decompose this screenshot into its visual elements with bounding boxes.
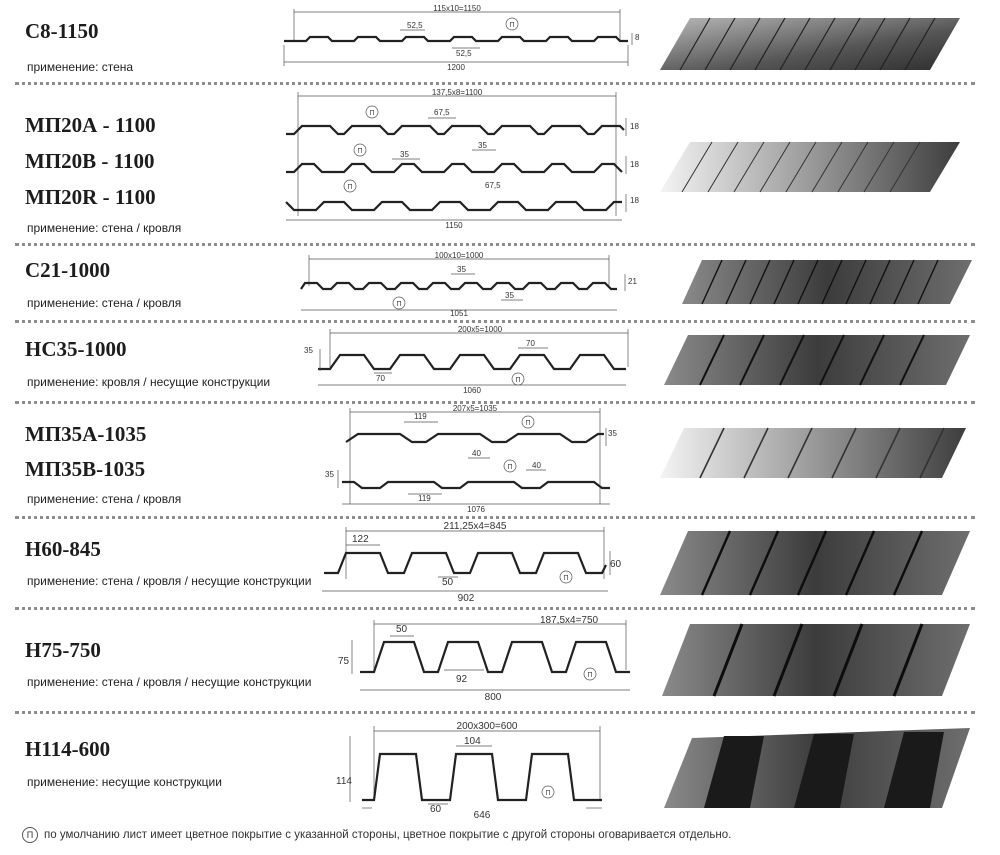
- dim-top: 187,5х4=750: [540, 615, 599, 626]
- dim-height: 35: [608, 429, 617, 438]
- dim-d1: 52,5: [407, 21, 423, 30]
- sheet-illustration: [660, 428, 966, 478]
- profile-code: Н75-750: [25, 638, 101, 662]
- row-divider: [15, 82, 975, 85]
- profile-row-h114: [0, 714, 1000, 822]
- profile-drawing: [330, 610, 650, 708]
- sheet-illustration: [660, 18, 960, 70]
- coating-mark-label: П: [509, 22, 515, 29]
- profile-usage: применение: несущие конструкции: [27, 775, 222, 789]
- profile-code: С21-1000: [25, 258, 111, 282]
- dim-height: 35: [325, 470, 334, 479]
- dim-top: 100х10=1000: [434, 251, 484, 260]
- dim-d1: 104: [464, 736, 481, 747]
- dim-height: 60: [610, 559, 622, 570]
- dim-d1: 67,5: [434, 108, 450, 117]
- dim-top: 200х5=1000: [457, 325, 503, 334]
- dim-d4: 67,5: [485, 181, 501, 190]
- profile-drawing: [295, 246, 655, 318]
- profile-row-h75: [0, 610, 1000, 708]
- profile-code: МП20В - 1100: [25, 149, 155, 173]
- dim-top: 115х10=1150: [433, 4, 481, 13]
- profile-usage: применение: стена / кровля: [27, 296, 182, 310]
- sheet-illustration: [660, 142, 960, 192]
- profile-usage: применение: кровля / несущие конструкции: [27, 375, 271, 389]
- profile-code: С8-1150: [25, 19, 99, 43]
- dim-d2: 60: [430, 804, 442, 815]
- profile-drawing: [320, 404, 650, 514]
- dim-width: 800: [484, 692, 502, 703]
- dim-d2: 52,5: [456, 49, 472, 58]
- dim-d2: 35: [400, 150, 409, 159]
- profile-drawing: [310, 519, 650, 605]
- profile-code: Н60-845: [25, 537, 101, 561]
- dim-width: 646: [473, 810, 491, 821]
- dim-height: 18: [630, 122, 639, 131]
- svg-text:П: П: [545, 790, 551, 797]
- sheet-illustration: [662, 624, 970, 696]
- dim-d2: 70: [376, 374, 385, 383]
- dim-d2: 50: [442, 577, 454, 588]
- profile-code: МП20А - 1100: [25, 113, 156, 137]
- coating-side-mark-icon: П: [22, 827, 38, 843]
- dim-d1: 35: [457, 265, 466, 274]
- profile-drawing: [280, 86, 650, 236]
- footnote: [22, 827, 731, 843]
- dim-height: 18: [630, 160, 639, 169]
- dim-d2: 92: [456, 674, 468, 685]
- footnote-text: по умолчанию лист имеет цветное покрытие с указанной стороны, цветное покрытие с другой стороны оговаривается отдельно.: [44, 829, 732, 842]
- profile-code: НС35-1000: [25, 337, 127, 361]
- dim-width: 1051: [450, 309, 468, 318]
- dim-height: 114: [336, 776, 352, 787]
- profile-usage: применение: стена / кровля: [27, 221, 182, 235]
- profile-usage: применение: стена / кровля: [27, 492, 182, 506]
- svg-text:П: П: [587, 672, 593, 679]
- profile-row-c8: [0, 0, 1000, 80]
- profile-code: МП35В-1035: [25, 457, 146, 481]
- dim-height: 21: [628, 277, 637, 286]
- profile-drawing: [330, 714, 630, 822]
- dim-d3: 35: [478, 141, 487, 150]
- dim-width: 1060: [463, 386, 481, 395]
- svg-text:П: П: [525, 420, 531, 427]
- profile-code: МП35А-1035: [25, 422, 147, 446]
- dim-top: 211,25х4=845: [443, 521, 507, 532]
- svg-text:П: П: [507, 464, 513, 471]
- dim-width: 1076: [467, 505, 485, 514]
- profile-row-mp35: [0, 404, 1000, 514]
- sheet-illustration: [664, 728, 970, 808]
- dim-d1: 119: [414, 412, 427, 421]
- dim-d2: 40: [472, 449, 481, 458]
- dim-top: 200х300=600: [456, 721, 518, 732]
- svg-text:П: П: [396, 301, 402, 308]
- dim-d2: 35: [505, 291, 514, 300]
- profile-drawing: [300, 323, 650, 399]
- dim-width: 1150: [445, 221, 463, 230]
- svg-text:П: П: [357, 148, 363, 155]
- svg-text:П: П: [563, 575, 569, 582]
- profile-row-c21: [0, 246, 1000, 318]
- profile-code: МП20R - 1100: [25, 185, 156, 209]
- profile-row-h60: [0, 519, 1000, 605]
- svg-text:П: П: [515, 377, 521, 384]
- profile-code: Н114-600: [25, 737, 111, 761]
- dim-d1: 50: [396, 624, 408, 635]
- profile-row-hc35: [0, 323, 1000, 399]
- dim-height: 75: [338, 656, 350, 667]
- dim-height: 35: [304, 346, 313, 355]
- dim-width: 902: [457, 593, 475, 604]
- profile-row-mp20: [0, 86, 1000, 240]
- dim-top: 207х5=1035: [452, 404, 498, 413]
- profile-usage: применение: стена: [27, 60, 134, 74]
- sheet-illustration: [682, 260, 972, 304]
- svg-text:П: П: [347, 184, 353, 191]
- sheet-illustration: [660, 531, 970, 595]
- sheet-illustration: [664, 335, 970, 385]
- profile-usage: применение: стена / кровля / несущие конструкции: [27, 675, 312, 689]
- dim-d3: 40: [532, 461, 541, 470]
- profile-drawing: [280, 0, 650, 80]
- dim-height: 8: [635, 33, 640, 42]
- profile-usage: применение: стена / кровля / несущие конструкции: [27, 574, 312, 588]
- dim-width: 1200: [447, 63, 465, 72]
- dim-top: 137,5х8=1100: [431, 88, 483, 97]
- svg-text:П: П: [369, 110, 375, 117]
- dim-d1: 122: [352, 534, 369, 545]
- dim-height: 18: [630, 196, 639, 205]
- dim-d1: 70: [526, 339, 535, 348]
- dim-d4: 119: [418, 494, 431, 503]
